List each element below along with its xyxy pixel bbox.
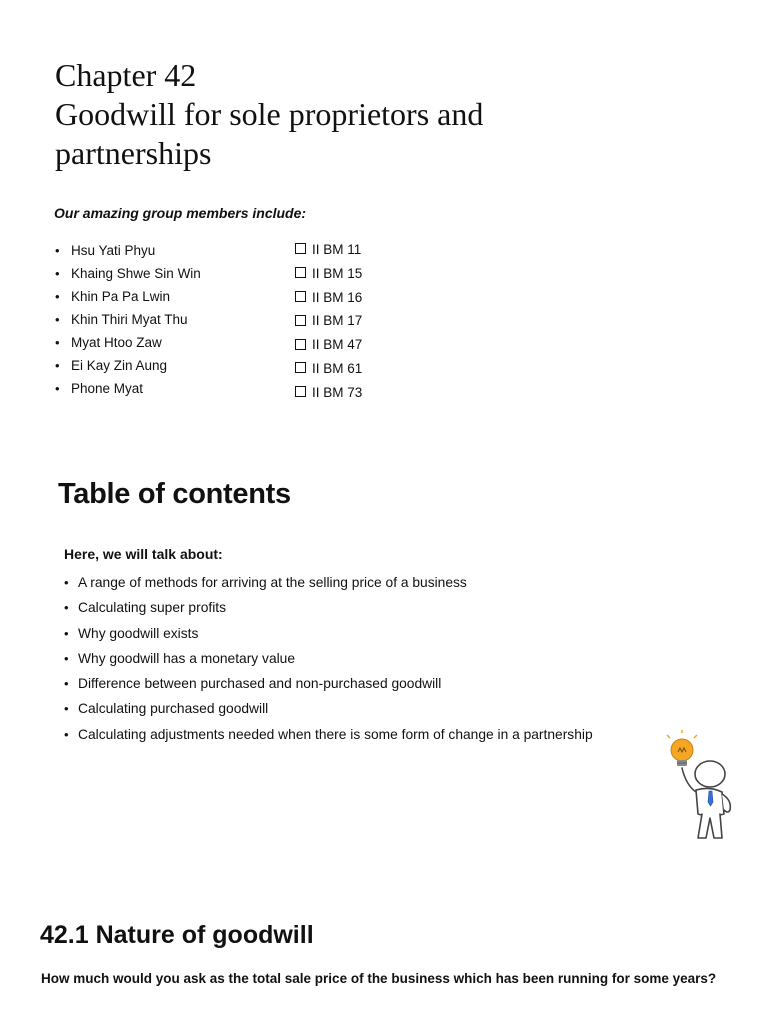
member-name: • Ei Kay Zin Aung <box>55 354 201 377</box>
checkbox-icon <box>295 386 306 397</box>
toc-intro: Here, we will talk about: <box>64 546 223 562</box>
toc-title: Table of contents <box>58 478 291 510</box>
member-name: • Myat Htoo Zaw <box>55 331 201 354</box>
roll-number-item <box>295 286 362 310</box>
roll-number-item <box>295 238 362 262</box>
chapter-title <box>55 56 735 173</box>
checkbox-icon <box>295 267 306 278</box>
idea-person-illustration <box>660 730 742 845</box>
roll-number: II BM 16 <box>312 289 363 305</box>
section-question: How much would you ask as the total sale price of the business which has been running for some years? <box>41 971 717 986</box>
toc-list <box>64 570 593 747</box>
chapter-number: Chapter 42 <box>55 57 197 93</box>
roll-number: II BM 11 <box>312 242 362 257</box>
chapter-subtitle-line1: Goodwill for sole proprietors and <box>55 96 484 132</box>
roll-number-item <box>295 333 362 357</box>
member-name: • Phone Myat <box>55 377 201 400</box>
toc-item: • Calculating purchased goodwill <box>64 696 593 721</box>
roll-number: II BM 17 <box>312 313 363 329</box>
members-intro: Our amazing group members include: <box>54 205 307 221</box>
tie-icon <box>708 791 713 806</box>
chapter-subtitle-line2: partnerships <box>55 135 212 171</box>
member-name: • Khin Pa Pa Lwin <box>55 285 201 308</box>
roll-number-item <box>295 381 362 405</box>
checkbox-icon <box>295 315 306 326</box>
checkbox-icon <box>295 362 306 373</box>
toc-item: • Why goodwill has a monetary value <box>64 646 593 671</box>
lightbulb-icon <box>667 730 697 766</box>
toc-item: • Calculating super profits <box>64 595 593 620</box>
checkbox-icon <box>295 243 306 254</box>
roll-number: II BM 73 <box>312 384 363 400</box>
toc-item: • A range of methods for arriving at the selling price of a business <box>64 570 593 595</box>
member-name: • Khin Thiri Myat Thu <box>55 308 201 331</box>
cut-off-table-row <box>64 1018 404 1026</box>
roll-number-item <box>295 309 362 333</box>
toc-item: • Calculating adjustments needed when there is some form of change in a partnership <box>64 722 593 747</box>
roll-number-item <box>295 357 362 381</box>
toc-item: • Why goodwill exists <box>64 621 593 646</box>
roll-number: II BM 47 <box>312 337 363 353</box>
members-list <box>55 239 201 400</box>
roll-number: II BM 61 <box>312 360 363 376</box>
member-name: • Hsu Yati Phyu <box>55 239 201 262</box>
toc-item: • Difference between purchased and non-purchased goodwill <box>64 671 593 696</box>
checkbox-icon <box>295 291 306 302</box>
person-figure <box>682 761 730 838</box>
roll-number: II BM 15 <box>312 265 363 281</box>
member-name: • Khaing Shwe Sin Win <box>55 262 201 285</box>
section-title: 42.1 Nature of goodwill <box>40 921 314 949</box>
roll-number-list <box>295 238 362 405</box>
checkbox-icon <box>295 339 306 350</box>
roll-number-item <box>295 262 362 286</box>
